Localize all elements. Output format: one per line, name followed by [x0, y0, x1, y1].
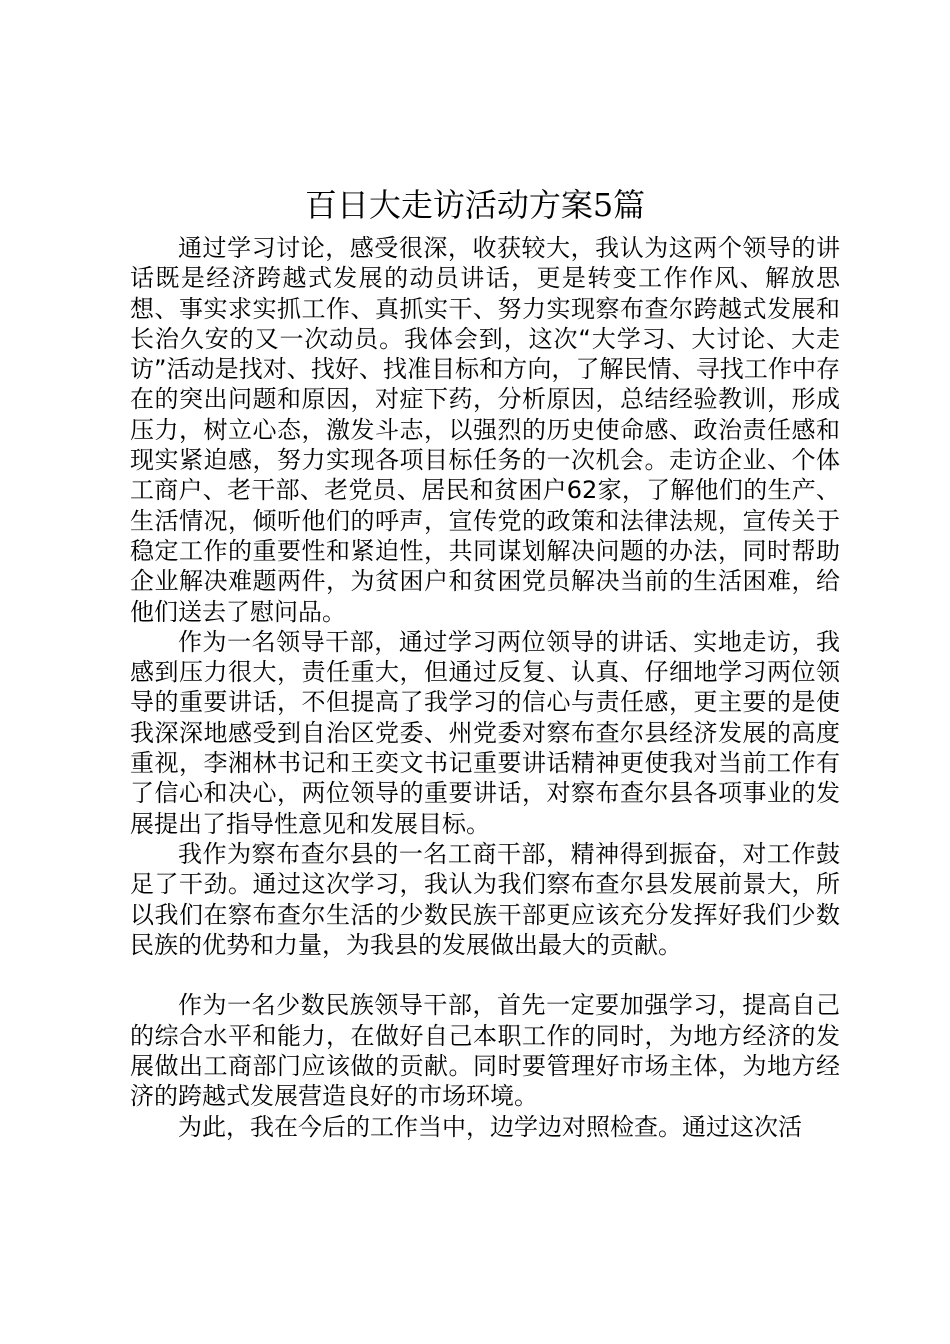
paragraph-1: 通过学习讨论，感受很深，收获较大，我认为这两个领导的讲话既是经济跨越式发展的动员讲话，更是转变工作作风、解放思想、事实求实抓工作、真抓实干、努力实现察布查尔跨越式发展和长治久安的又一次动员。我体会到，这次“大学习、大讨论、大走访”活动是找对、找好、找准目标和方向，了解民情、寻找工作中存在的突出问题和原因，对症下药，分析原因，总结经验教训，形成压力，树立心态，激发斗志，以强烈的历史使命感、政治责任感和现实紧迫感，努力实现各项目标任务的一次机会。走访企业、个体工商户、老干部、老党员、居民和贫困户62家，了解他们的生产、生活情况，倾听他们的呼声，宣传党的政策和法律法规，宣传关于稳定工作的重要性和紧迫性，共同谋划解决问题的办法，同时帮助企业解决难题两件，为贫困户和贫困党员解决当前的生活困难，给他们送去了慰问品。 — [130, 234, 840, 626]
document-title: 百日大走访活动方案5篇 — [304, 186, 646, 224]
document-body — [130, 233, 840, 1142]
paragraph-2: 作为一名领导干部，通过学习两位领导的讲话、实地走访，我感到压力很大，责任重大，但通过反复、认真、仔细地学习两位领导的重要讲话，不但提高了我学习的信心与责任感，更主要的是使我深深地感受到自治区党委、州党委对察布查尔县经济发展的高度重视，李湘林书记和王奕文书记重要讲话精神更使我对当前工作有了信心和决心，两位领导的重要讲话，对察布查尔县各项事业的发展提出了指导性意见和发展目标。 — [130, 627, 840, 838]
paragraph-3: 我作为察布查尔县的一名工商干部，精神得到振奋，对工作鼓足了干劲。通过这次学习，我认为我们察布查尔县发展前景大，所以我们在察布查尔生活的少数民族干部更应该充分发挥好我们少数民族的优势和力量，为我县的发展做出最大的贡献。 — [130, 839, 840, 959]
paragraph-5: 为此，我在今后的工作当中，边学边对照检查。通过这次活 — [178, 1112, 802, 1141]
paragraph-spacer — [130, 960, 840, 990]
paragraph-4: 作为一名少数民族领导干部，首先一定要加强学习，提高自己的综合水平和能力，在做好自己本职工作的同时，为地方经济的发展做出工商部门应该做的贡献。同时要管理好市场主体，为地方经济的跨越式发展营造良好的市场环境。 — [130, 991, 840, 1111]
